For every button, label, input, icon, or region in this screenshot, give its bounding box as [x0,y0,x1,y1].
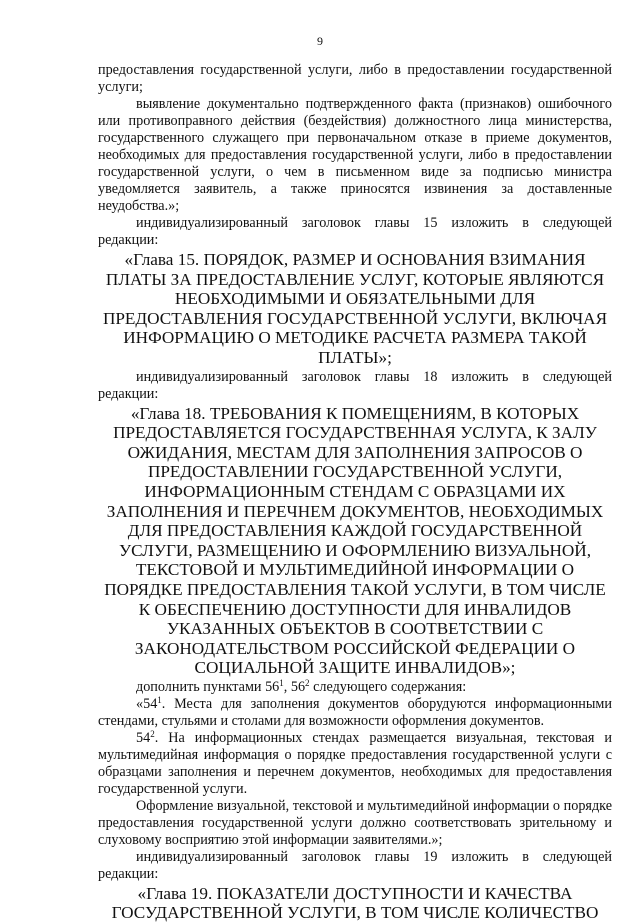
superscript: 2 [150,728,155,739]
paragraph [98,679,612,696]
text-span: следующего содержания: [309,678,467,695]
text-span: . На информационных стендах размещается визуальная, текстовая и мультимедийная информация о порядке предоставления государственной услуги с образцами заполнения и перечнем документов, необходимых для предоставления государственной услуги. [98,729,612,797]
paragraph: Оформление визуальной, текстовой и мультимедийной информации о порядке предоставления государственной услуги должно соответствовать зрительному и слуховому восприятию этой информации заявителями.»; [98,797,612,848]
text-span: «54 [136,695,158,712]
text-span: , 56 [283,678,306,695]
text-span: . Места для заполнения документов оборудуются информационными стендами, стульями и столами для возможности оформления документов. [98,695,612,729]
superscript: 1 [157,694,162,705]
page-number: 9 [317,34,323,48]
chapter-heading-19: «Глава 19. ПОКАЗАТЕЛИ ДОСТУПНОСТИ И КАЧЕСТВА ГОСУДАРСТВЕННОЙ УСЛУГИ, В ТОМ ЧИСЛЕ КОЛИЧЕСТВО [111,883,599,923]
paragraph: предоставления государственной услуги, либо в предоставлении государственной услуги; [98,62,612,95]
paragraph: индивидуализированный заголовок главы 15 изложить в следующей редакции: [98,215,612,248]
paragraph [98,730,612,798]
chapter-heading-15: «Глава 15. ПОРЯДОК, РАЗМЕР И ОСНОВАНИЯ ВЗИМАНИЯ ПЛАТЫ ЗА ПРЕДОСТАВЛЕНИЕ УСЛУГ, КОТОРЫЕ ЯВЛЯЮТСЯ НЕОБХОДИМЫМИ И ОБЯЗАТЕЛЬНЫМИ ДЛЯ ПРЕДОСТАВЛЕНИЯ ГОСУДАРСТВЕННОЙ УСЛУГИ, ВКЛЮЧАЯ ИНФОРМАЦИЮ О МЕТОДИКЕ РАСЧЕТА РАЗМЕРА ТАКОЙ ПЛАТЫ»; [102,250,608,367]
document-body [98,62,612,924]
chapter-heading-18: «Глава 18. ТРЕБОВАНИЯ К ПОМЕЩЕНИЯМ, В КОТОРЫХ ПРЕДОСТАВЛЯЕТСЯ ГОСУДАРСТВЕННАЯ УСЛУГА, К ЗАЛУ ОЖИДАНИЯ, МЕСТАМ ДЛЯ ЗАПОЛНЕНИЯ ЗАПРОСОВ О ПРЕДОСТАВЛЕНИИ ГОСУДАРСТВЕННОЙ УСЛУГИ, ИНФОРМАЦИОННЫМ СТЕНДАМ С ОБРАЗЦАМИ ИХ ЗАПОЛНЕНИЯ И ПЕРЕЧНЕМ ДОКУМЕНТОВ, НЕОБХОДИМЫХ ДЛЯ ПРЕДОСТАВЛЕНИЯ КАЖДОЙ ГОСУДАРСТВЕННОЙ УСЛУГИ, РАЗМЕЩЕНИЮ И ОФОРМЛЕНИЮ ВИЗУАЛЬНОЙ, ТЕКСТОВОЙ И МУЛЬТИМЕДИЙНОЙ ИНФОРМАЦИИ О ПОРЯДКЕ ПРЕДОСТАВЛЕНИЯ ТАКОЙ УСЛУГИ, В ТОМ ЧИСЛЕ К ОБЕСПЕЧЕНИЮ ДОСТУПНОСТИ ДЛЯ ИНВАЛИДОВ УКАЗАННЫХ ОБЪЕКТОВ В СООТВЕТСТВИИ С ЗАКОНОДАТЕЛЬСТВОМ РОССИЙСКОЙ ФЕДЕРАЦИИ О СОЦИАЛЬНОЙ ЗАЩИТЕ ИНВАЛИДОВ»; [104,403,606,678]
superscript: 1 [279,677,284,688]
text-span: 54 [136,729,151,746]
paragraph [98,696,612,730]
paragraph: выявление документально подтвержденного факта (признаков) ошибочного или противоправного действия (бездействия) должностного лица министерства, государственного служащего при первоначальном отказе в приеме документов, необходимых для предоставления государственной услуги, либо в предоставлении государственной услуги, о чем в письменном виде за подписью министра уведомляется заявитель, а также приносятся извинения за доставленные неудобства.»; [98,96,612,214]
paragraph: индивидуализированный заголовок главы 19 изложить в следующей редакции: [98,848,612,882]
paragraph: индивидуализированный заголовок главы 18 изложить в следующей редакции: [98,368,612,402]
text-span: дополнить пунктами 56 [136,678,280,695]
superscript: 2 [305,677,310,688]
